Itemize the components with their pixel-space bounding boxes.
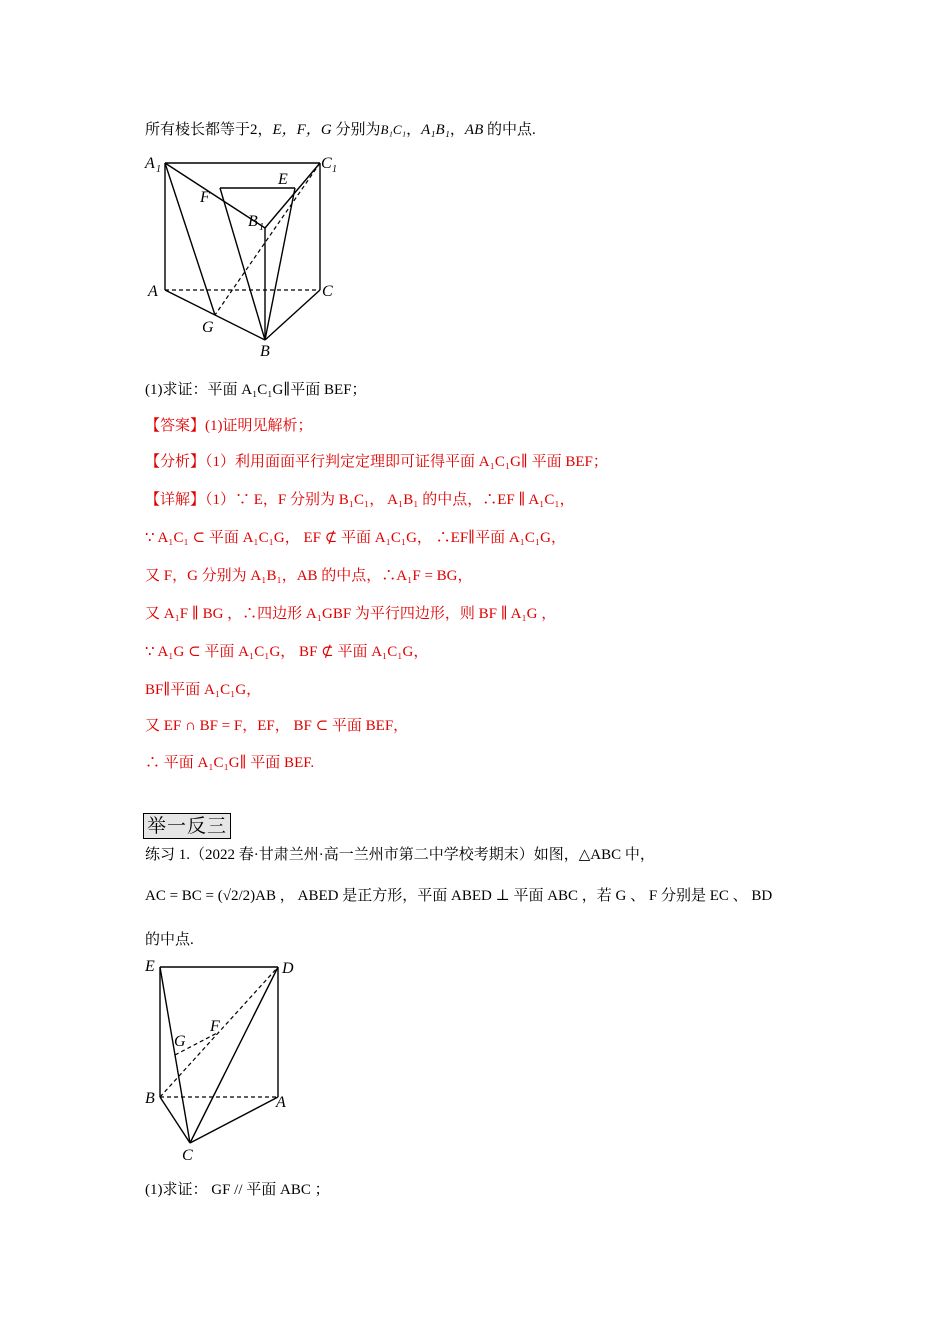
label-f: F xyxy=(200,189,210,206)
label-b1-sub: 1 xyxy=(259,222,264,233)
label2-g: G xyxy=(174,1033,186,1050)
question-2: (1)求证： GF // 平面 ABC ； xyxy=(145,1182,330,1198)
question-1: (1)求证：平面 A₁C₁G∥平面 BEF； xyxy=(145,382,367,398)
edge-a1g xyxy=(165,163,215,315)
exercise-line-3: 的中点. xyxy=(145,932,194,948)
label2-e: E xyxy=(145,958,155,975)
answer-tag: 【答案】 xyxy=(145,418,206,434)
label-c1: C xyxy=(321,155,332,172)
intro-prefix: 所有棱长都等于2， xyxy=(145,122,273,138)
label2-b: B xyxy=(145,1090,155,1107)
analysis-text: （1）利用面面平行判定定理即可证得平面 A₁C₁G∥ 平面 BEF； xyxy=(205,454,608,470)
detail-line-2: 又 F，G 分别为 A₁B₁，AB 的中点，∴A₁F = BG， xyxy=(145,568,473,584)
detail-line-7: ∴ 平面 A₁C₁G∥ 平面 BEF. xyxy=(145,755,315,771)
exercise-line-1: 练习 1.（2022 春·甘肃兰州·高一兰州市第二中学校考期末）如图，△ABC 中， xyxy=(145,847,655,863)
edge-ac xyxy=(190,1097,278,1143)
label-a1: A xyxy=(145,155,155,172)
detail-line-6: 又 EF ∩ BF = F，EF， BF ⊂ 平面 BEF， xyxy=(145,718,409,734)
intro-seg3: AB xyxy=(464,122,484,138)
exercise-line-2: AC = BC = (√2/2)AB ， ABED 是正方形，平面 ABED ⊥ 平面 ABC ，若 G 、 F 分别是 EC 、 BD xyxy=(145,888,773,904)
detail-line-3: 又 A₁F ∥ BG ，∴四边形 A₁GBF 为平行四边形，则 BF ∥ A₁G ， xyxy=(145,606,557,622)
intro-seg1: B₁C₁ xyxy=(380,122,407,137)
label-g: G xyxy=(202,319,214,336)
label2-f: F xyxy=(210,1018,220,1035)
section-title: 举一反三 xyxy=(143,813,231,839)
prism-figure xyxy=(140,148,350,363)
intro-suffix: 的中点. xyxy=(483,122,536,138)
square-prism-figure xyxy=(140,955,310,1165)
edge-dc xyxy=(190,967,278,1143)
detail-text-0: （1）∵ E，F 分别为 B₁C₁， A₁B₁ 的中点，∴EF ∥ A₁C₁， xyxy=(205,492,575,508)
edge-c1b1 xyxy=(265,163,320,228)
analysis-tag: 【分析】 xyxy=(145,454,206,470)
answer-line xyxy=(145,416,313,436)
label2-c: C xyxy=(182,1147,193,1164)
intro-line xyxy=(145,120,536,140)
intro-seg2: A₁B₁ xyxy=(421,122,450,138)
detail-line-1: ∵ A₁C₁ ⊂ 平面 A₁C₁G， EF ⊄ 平面 A₁C₁G， ∴EF∥平面 A₁C₁G， xyxy=(145,530,566,546)
label-b1: B xyxy=(248,213,258,230)
label-c: C xyxy=(322,283,333,300)
label-a: A xyxy=(148,283,158,300)
label-c1-sub: 1 xyxy=(332,164,337,175)
intro-sep2: ， xyxy=(449,122,465,138)
label-b: B xyxy=(260,343,270,360)
detail-tag: 【详解】 xyxy=(145,492,206,508)
label2-a: A xyxy=(276,1094,286,1111)
answer-text: (1)证明见解析； xyxy=(205,418,313,434)
detail-line-5: BF∥平面 A₁C₁G， xyxy=(145,682,262,698)
detail-line-4: ∵ A₁G ⊂ 平面 A₁C₁G， BF ⊄ 平面 A₁C₁G， xyxy=(145,644,429,660)
label2-d: D xyxy=(282,960,294,977)
detail-line-0 xyxy=(145,490,575,510)
label-e: E xyxy=(278,171,288,188)
edge-fb xyxy=(220,188,265,340)
intro-mid: 分别为 xyxy=(331,122,381,138)
label-a1-sub: 1 xyxy=(156,164,161,175)
intro-sep: ， xyxy=(406,122,422,138)
intro-points: E，F，G xyxy=(272,122,332,138)
analysis-line xyxy=(145,452,608,472)
edge-c1g-hidden xyxy=(215,163,320,315)
